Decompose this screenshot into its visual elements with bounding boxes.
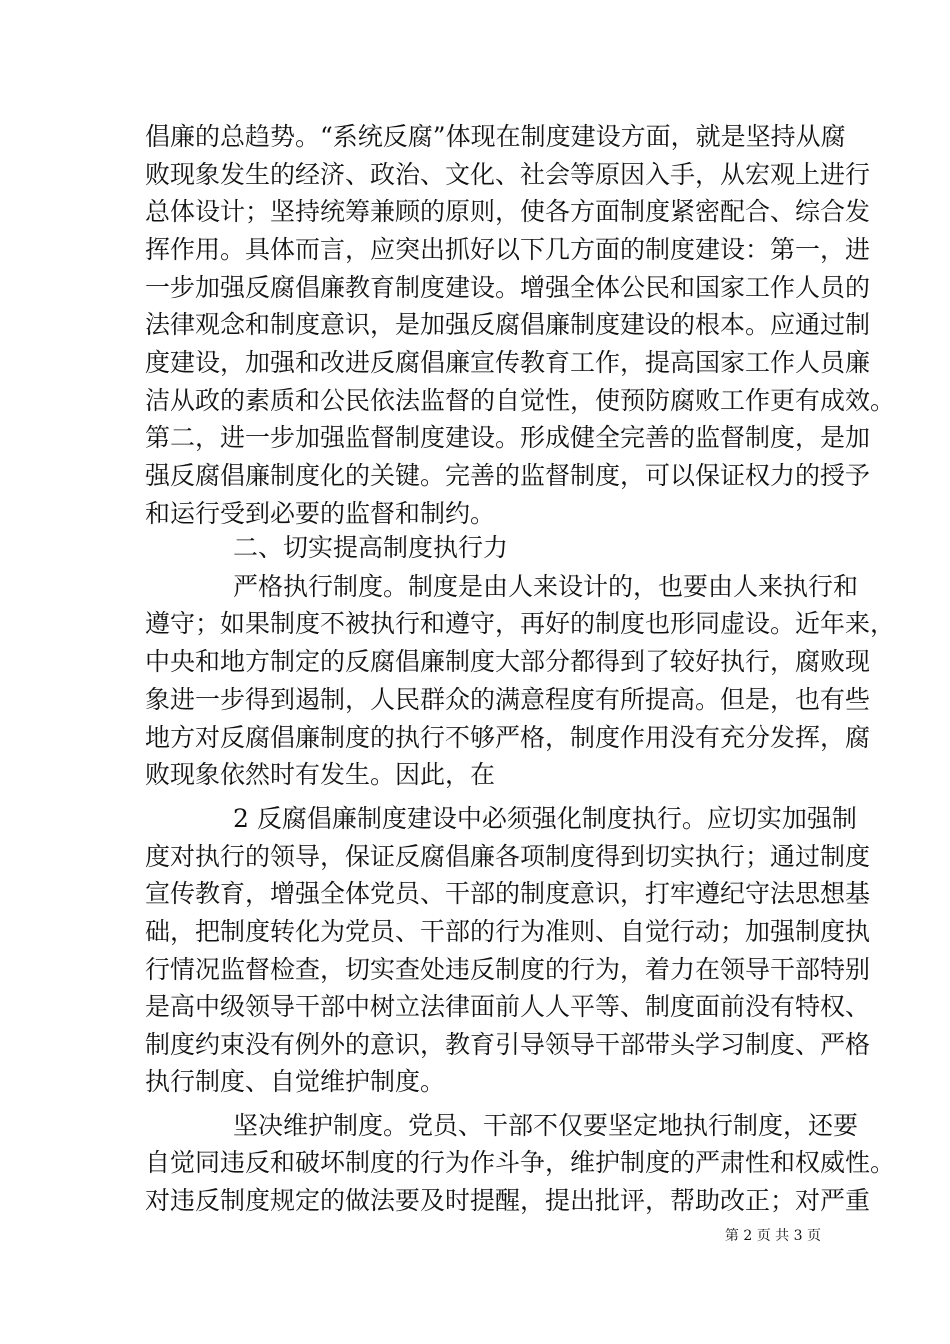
text-line: 倡廉的总趋势。“系统反腐”体现在制度建设方面，就是坚持从腐	[145, 122, 846, 151]
text-line: 中央和地方制定的反腐倡廉制度大部分都得到了较好执行，腐败现	[145, 647, 871, 676]
text-line: 度建设，加强和改进反腐倡廉宣传教育工作，提高国家工作人员廉	[145, 348, 871, 377]
text-line: 第二，进一步加强监督制度建设。形成健全完善的监督制度，是加	[145, 423, 871, 452]
text-line: 坚决维护制度。党员、干部不仅要坚定地执行制度，还要	[233, 1111, 859, 1140]
text-line: 是高中级领导干部中树立法律面前人人平等、制度面前没有特权、	[145, 992, 871, 1021]
text-line: 败现象发生的经济、政治、文化、社会等原因入手，从宏观上进行	[145, 160, 871, 189]
text-line: 础，把制度转化为党员、干部的行为准则、自觉行动；加强制度执	[145, 917, 871, 946]
text-line: 2 反腐倡廉制度建设中必须强化制度执行。应切实加强制	[233, 804, 857, 833]
text-line: 洁从政的素质和公民依法监督的自觉性，使预防腐败工作更有成效。	[145, 386, 896, 415]
text-line: 地方对反腐倡廉制度的执行不够严格，制度作用没有充分发挥，腐	[145, 723, 871, 752]
text-line: 行情况监督检查，切实查处违反制度的行为，着力在领导干部特别	[145, 955, 871, 984]
text-line: 宣传教育，增强全体党员、干部的制度意识，打牢遵纪守法思想基	[145, 879, 871, 908]
text-line: 挥作用。具体而言，应突出抓好以下几方面的制度建设：第一，进	[145, 235, 871, 264]
text-line: 度对执行的领导，保证反腐倡廉各项制度得到切实执行；通过制度	[145, 842, 871, 871]
text-line: 法律观念和制度意识，是加强反腐倡廉制度建设的根本。应通过制	[145, 310, 871, 339]
text-line: 败现象依然时有发生。因此，在	[145, 760, 496, 789]
text-line: 对违反制度规定的做法要及时提醒，提出批评，帮助改正；对严重	[145, 1186, 871, 1215]
text-line: 象进一步得到遏制，人民群众的满意程度有所提高。但是，也有些	[145, 685, 871, 714]
text-line: 制度约束没有例外的意识，教育引导领导干部带头学习制度、严格	[145, 1030, 871, 1059]
text-line: 和运行受到必要的监督和制约。	[145, 499, 496, 528]
text-line: 遵守；如果制度不被执行和遵守，再好的制度也形同虚设。近年来，	[145, 609, 896, 638]
text-line: 强反腐倡廉制度化的关键。完善的监督制度，可以保证权力的授予	[145, 461, 871, 490]
text-line: 严格执行制度。制度是由人来设计的，也要由人来执行和	[233, 572, 859, 601]
text-line: 执行制度、自觉维护制度。	[145, 1067, 446, 1096]
text-line: 总体设计；坚持统筹兼顾的原则，使各方面制度紧密配合、综合发	[145, 197, 871, 226]
text-line: 一步加强反腐倡廉教育制度建设。增强全体公民和国家工作人员的	[145, 273, 871, 302]
page-number-footer: 第 2 页 共 3 页	[724, 1228, 821, 1244]
section-heading: 二、切实提高制度执行力	[233, 533, 509, 562]
text-line: 自觉同违反和破坏制度的行为作斗争，维护制度的严肃性和权威性。	[145, 1148, 896, 1177]
